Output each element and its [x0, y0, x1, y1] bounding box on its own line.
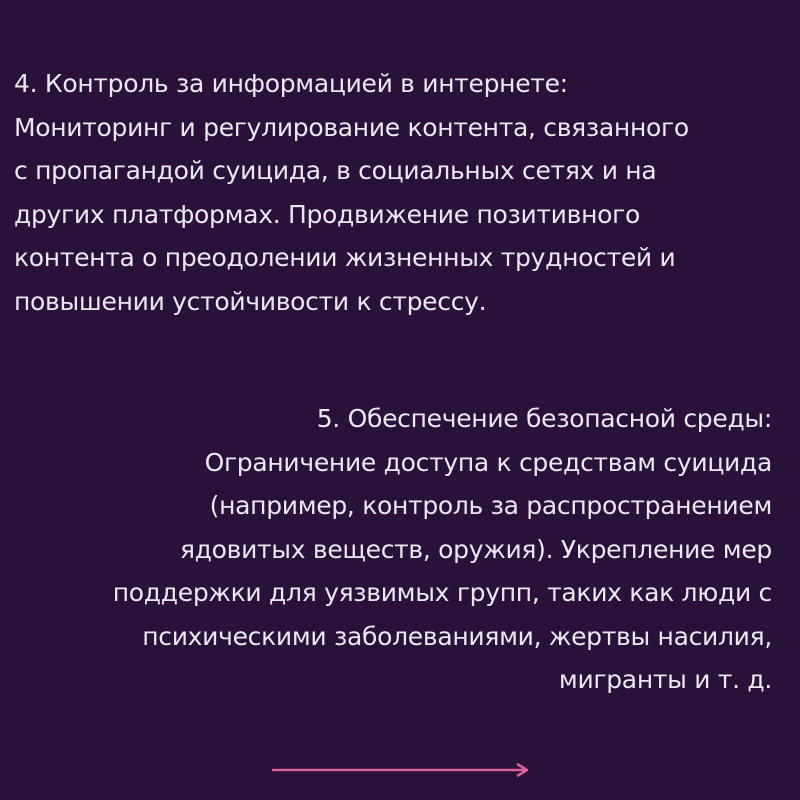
section-5-line: поддержки для уязвимых групп, таких как люди с [112, 578, 772, 607]
section-5-line: ядовитых веществ, оружия). Укрепление мер [179, 534, 772, 564]
section-5-line: Ограничение доступа к средствам суицида [204, 447, 772, 477]
section-4-text [14, 62, 689, 323]
section-4-line: повышении устойчивости к стрессу. [14, 286, 487, 316]
right-arrow-icon[interactable] [272, 762, 530, 778]
section-4-line: контента о преодолении жизненных трудностей и [14, 243, 676, 272]
section-4-line: 4. Контроль за информацией в интернете: [14, 69, 568, 98]
section-5-line: (например, контроль за распространением [209, 491, 772, 520]
section-5-line: 5. Обеспечение безопасной среды: [316, 404, 772, 433]
section-5-line: мигранты и т. д. [558, 665, 772, 694]
section-5-text [113, 397, 772, 702]
section-4-line: Мониторинг и регулирование контента, связанного [14, 112, 689, 142]
section-4-line: с пропагандой суицида, в социальных сетях и на [14, 156, 657, 185]
section-4-line: других платформах. Продвижение позитивного [14, 199, 640, 229]
section-5-line: психическими заболеваниями, жертвы насилия, [142, 621, 772, 651]
